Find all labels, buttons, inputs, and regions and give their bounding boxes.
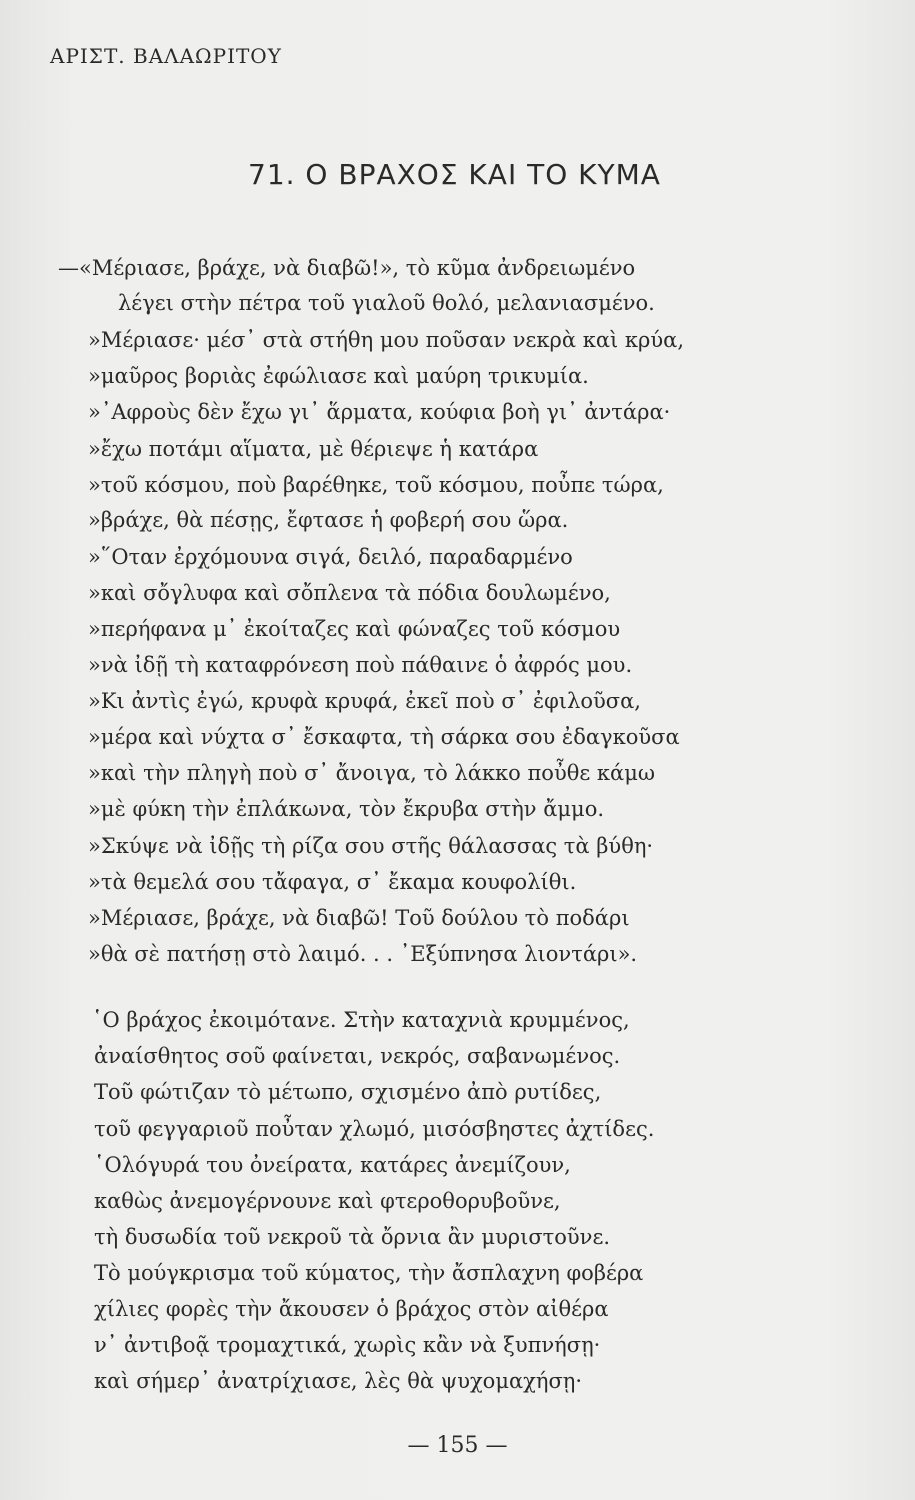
page-number: — 155 — [407,1433,508,1458]
verse-line: χίλιες φορὲς τὴν ἄκουσεν ὁ βράχος στὸν αἰθέρα [94,1297,609,1321]
verse-line: Τὸ μούγκρισμα τοῦ κύματος, τὴν ἄσπλαχνη φοβέρα [94,1261,644,1285]
verse-line: »ἔχω ποτάμι αἵματα, μὲ θέριεψε ἡ κατάρα [88,437,539,461]
verse-line: »Κι ἀντὶς ἐγώ, κρυφὰ κρυφά, ἐκεῖ ποὺ σ᾽ ἐφιλοῦσα, [88,689,641,713]
verse-line: »μαῦρος βοριὰς ἐφώλιασε καὶ μαύρη τρικυμία. [88,364,589,388]
verse-line: καὶ σήμερ᾽ ἀνατρίχιασε, λὲς θὰ ψυχομαχήσῃ· [94,1369,583,1393]
poem-title: 71. Ο ΒΡΑΧΟΣ ΚΑΙ ΤΟ ΚΥΜΑ [248,158,661,191]
verse-line: »Μέριασε· μέσ᾽ στὰ στήθη μου ποῦσαν νεκρὰ καὶ κρύα, [88,328,685,352]
verse-line: »νὰ ἰδῇ τὴ καταφρόνεση ποὺ πάθαινε ὁ ἀφρός μου. [88,653,633,677]
verse-line: »θὰ σὲ πατήσῃ στὸ λαιμό. . . ᾽Εξύπνησα λιοντάρι». [88,942,638,966]
verse-line: »Σκύψε νὰ ἰδῇς τὴ ρίζα σου στῆς θάλασσας τὰ βύθη· [88,834,654,858]
verse-line: »᾽Αφροὺς δὲν ἔχω γι᾽ ἅρματα, κούφια βοὴ γι᾽ ἀντάρα· [88,400,671,424]
verse-line: »῞Οταν ἐρχόμουνα σιγά, δειλό, παραδαρμένο [88,545,573,569]
verse-line: τοῦ φεγγαριοῦ ποὖταν χλωμό, μισόσβηστες ἀχτίδες. [94,1117,655,1141]
verse-line: »μὲ φύκη τὴν ἐπλάκωνα, τὸν ἔκρυβα στὴν ἄμμο. [88,797,605,821]
verse-line: »βράχε, θὰ πέσῃς, ἔφτασε ἡ φοβερή σου ὥρα. [88,508,569,532]
verse-line: ῾Ο βράχος ἐκοιμότανε. Στὴν καταχνιὰ κρυμμένος, [92,1008,630,1032]
verse-line: »τὰ θεμελά σου τἄφαγα, σ᾽ ἔκαμα κουφολίθι. [88,870,577,894]
verse-line: ῾Ολόγυρά του ὀνείρατα, κατάρες ἀνεμίζουν, [94,1153,571,1177]
verse-line: »μέρα καὶ νύχτα σ᾽ ἔσκαφτα, τὴ σάρκα σου ἐδαγκοῦσα [88,725,680,749]
verse-line: ν᾽ ἀντιβοᾷ τρομαχτικά, χωρὶς κἂν νὰ ξυπνήσῃ· [94,1333,601,1357]
verse-line: τὴ δυσωδία τοῦ νεκροῦ τὰ ὄρνια ἂν μυριστοῦνε. [94,1225,610,1249]
verse-line: καθὼς ἀνεμογέρνουνε καὶ φτεροθορυβοῦνε, [94,1189,561,1213]
verse-line: λέγει στὴν πέτρα τοῦ γιαλοῦ θολό, μελανιασμένο. [118,291,655,315]
verse-line: »καὶ σὄγλυφα καὶ σὄπλενα τὰ πόδια δουλωμένο, [88,581,611,605]
running-head: ΑΡΙΣΤ. ΒΑΛΑΩΡΙΤΟΥ [50,44,282,68]
verse-line: »καὶ τὴν πληγὴ ποὺ σ᾽ ἄνοιγα, τὸ λάκκο ποὖθε κάμω [88,761,655,785]
verse-line: ἀναίσθητος σοῦ φαίνεται, νεκρός, σαβανωμένος. [94,1044,621,1068]
verse-line: »Μέριασε, βράχε, νὰ διαβῶ! Τοῦ δούλου τὸ ποδάρι [88,906,630,930]
verse-line: »τοῦ κόσμου, ποὺ βαρέθηκε, τοῦ κόσμου, ποὖπε τώρα, [88,473,664,497]
verse-line: Τοῦ φώτιζαν τὸ μέτωπο, σχισμένο ἀπὸ ρυτίδες, [94,1080,602,1104]
verse-line: »περήφανα μ᾽ ἐκοίταζες καὶ φώναζες τοῦ κόσμου [88,617,621,641]
verse-line: —«Μέριασε, βράχε, νὰ διαβῶ!», τὸ κῦμα ἀνδρειωμένο [58,256,636,280]
